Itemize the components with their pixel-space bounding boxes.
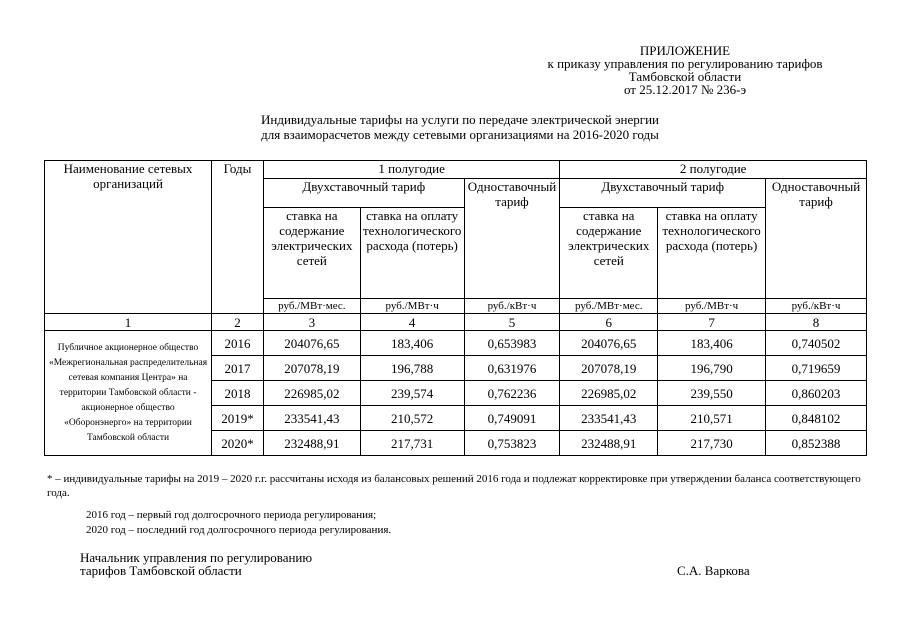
column-number: 2 (212, 314, 264, 331)
title-line-1: Индивидуальные тарифы на услуги по передаче электрической энергии (260, 112, 660, 127)
signer-name: С.А. Варкова (677, 563, 750, 578)
order-line: к приказу управления по регулированию тарифов (547, 56, 823, 71)
header-losses-2: ставка на оплату технологического расхода (потерь) (658, 208, 766, 299)
year-cell: 2016 (212, 331, 264, 356)
unit-single-1: руб./кВт·ч (464, 299, 560, 314)
header-two-part-1: Двухставочный тариф (263, 179, 464, 208)
h1-single-cell: 0,653983 (464, 331, 560, 356)
h1-single-cell: 0,749091 (464, 406, 560, 431)
h2-single-cell: 0,848102 (766, 406, 867, 431)
header-two-part-2: Двухставочный тариф (560, 179, 766, 208)
h1-losses-cell: 210,572 (360, 406, 464, 431)
h1-losses-cell: 183,406 (360, 331, 464, 356)
year-cell: 2020* (212, 431, 264, 456)
tariff-table (44, 160, 867, 456)
title-line-2: для взаиморасчетов между сетевыми организациями на 2016-2020 годы (261, 127, 659, 142)
footnote: * – индивидуальные тарифы на 2019 – 2020 г.г. рассчитаны исходя из балансовых решений 2016 года и подлежат корректировке при утверждении баланса соответствующего года. (47, 473, 861, 499)
h2-losses-cell: 183,406 (658, 331, 766, 356)
h1-losses-cell: 217,731 (360, 431, 464, 456)
h2-losses-cell: 217,730 (658, 431, 766, 456)
column-number: 5 (464, 314, 560, 331)
region-line: Тамбовской области (628, 69, 742, 84)
h1-single-cell: 0,762236 (464, 381, 560, 406)
h2-losses-cell: 196,790 (658, 356, 766, 381)
column-number: 7 (658, 314, 766, 331)
h1-single-cell: 0,753823 (464, 431, 560, 456)
unit-single-2: руб./кВт·ч (766, 299, 867, 314)
unit-losses-2: руб./МВт·ч (658, 299, 766, 314)
h2-losses-cell: 239,550 (658, 381, 766, 406)
column-number: 6 (560, 314, 658, 331)
h1-maintenance-cell: 232488,91 (263, 431, 360, 456)
year-cell: 2018 (212, 381, 264, 406)
organization-name: Публичное акционерное общество «Межрегиональная распределительная сетевая компания Центра» на территории Тамбовской области - акционерное общество «Оборонэнерго» на территории Тамбовской области (45, 331, 212, 456)
column-number: 1 (45, 314, 212, 331)
order-date-line: от 25.12.2017 № 236-э (623, 82, 747, 97)
h1-maintenance-cell: 233541,43 (263, 406, 360, 431)
h2-maintenance-cell: 232488,91 (560, 431, 658, 456)
h1-maintenance-cell: 207078,19 (263, 356, 360, 381)
unit-maintenance-2: руб./МВт·мес. (560, 299, 658, 314)
column-number: 3 (263, 314, 360, 331)
header-half-1: 1 полугодие (263, 161, 559, 179)
year-cell: 2017 (212, 356, 264, 381)
h1-maintenance-cell: 226985,02 (263, 381, 360, 406)
h1-maintenance-cell: 204076,65 (263, 331, 360, 356)
h1-losses-cell: 196,788 (360, 356, 464, 381)
signer-position-line-1: Начальник управления по регулированию (80, 550, 313, 565)
header-losses-1: ставка на оплату технологического расхода (потерь) (360, 208, 464, 299)
appendix-label: ПРИЛОЖЕНИЕ (639, 43, 731, 58)
header-years: Годы (212, 161, 264, 314)
h1-single-cell: 0,631976 (464, 356, 560, 381)
header-one-part-1: Одноставочный тариф (464, 179, 560, 299)
h2-single-cell: 0,852388 (766, 431, 867, 456)
header-one-part-2: Одноставочный тариф (766, 179, 867, 299)
last-year-note: 2020 год – последний год долгосрочного периода регулирования. (86, 524, 392, 536)
h2-maintenance-cell: 233541,43 (560, 406, 658, 431)
h1-losses-cell: 239,574 (360, 381, 464, 406)
h2-single-cell: 0,719659 (766, 356, 867, 381)
year-cell: 2019* (212, 406, 264, 431)
document-title (160, 112, 760, 142)
unit-losses-1: руб./МВт·ч (360, 299, 464, 314)
signer-position-line-2: тарифов Тамбовской области (80, 563, 242, 578)
h2-single-cell: 0,740502 (766, 331, 867, 356)
header-org: Наименование сетевых организаций (45, 161, 212, 314)
header-maintenance-1: ставка на содержание электрических сетей (263, 208, 360, 299)
unit-maintenance-1: руб./МВт·мес. (263, 299, 360, 314)
first-year-note: 2016 год – первый год долгосрочного периода регулирования; (86, 509, 377, 521)
h2-maintenance-cell: 204076,65 (560, 331, 658, 356)
h2-losses-cell: 210,571 (658, 406, 766, 431)
appendix-block (505, 44, 865, 96)
column-number: 8 (766, 314, 867, 331)
column-number: 4 (360, 314, 464, 331)
h2-maintenance-cell: 226985,02 (560, 381, 658, 406)
h2-maintenance-cell: 207078,19 (560, 356, 658, 381)
table-row (45, 331, 867, 356)
header-maintenance-2: ставка на содержание электрических сетей (560, 208, 658, 299)
h2-single-cell: 0,860203 (766, 381, 867, 406)
header-half-2: 2 полугодие (560, 161, 867, 179)
